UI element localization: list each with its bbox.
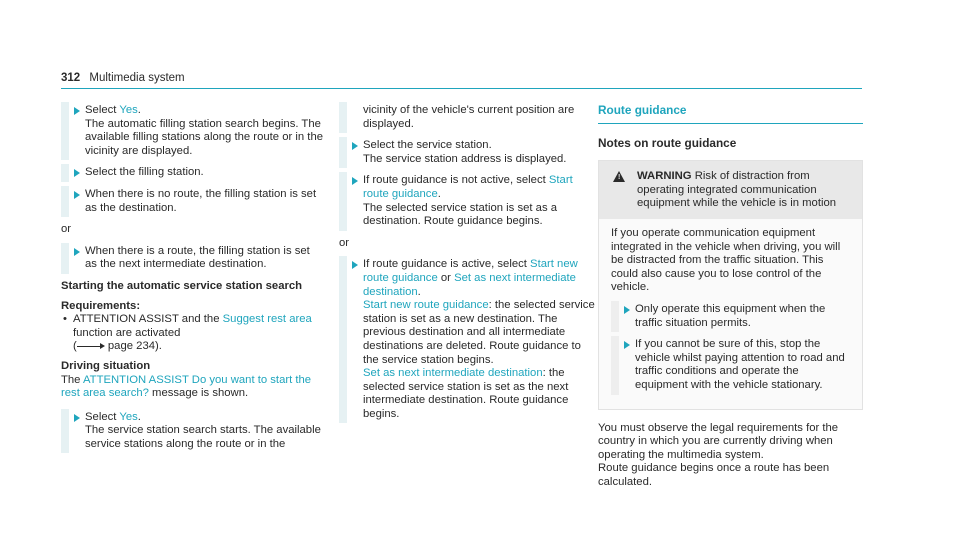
step-arrow-icon xyxy=(74,169,80,177)
suggest-rest-area-link[interactable]: Suggest rest area xyxy=(222,313,312,326)
step-arrow-icon xyxy=(74,248,80,256)
yes-link[interactable]: Yes xyxy=(119,104,138,116)
warning-step-1: Only operate this equipment when the traffic situation permits. xyxy=(611,303,850,330)
step-select-filling-station: Select the filling station. xyxy=(61,166,323,180)
warning-box xyxy=(598,160,863,409)
page-reference-arrow-icon xyxy=(77,342,105,350)
requirement-item: • ATTENTION ASSIST and the Suggest rest area function are activated ( page 234). xyxy=(61,313,323,354)
step-arrow-icon xyxy=(624,341,630,349)
subheading-service-search: Starting the automatic service station search xyxy=(61,279,303,292)
requirements-label: Requirements: xyxy=(61,299,141,312)
driving-situation-label: Driving situation xyxy=(61,359,151,372)
step-arrow-icon xyxy=(352,142,358,150)
step-select-service-station: Select the service station. The service station address is displayed. xyxy=(339,139,597,166)
section-rule xyxy=(598,123,863,124)
warning-heading: Risk of distraction from operating integrated communication equipment while the vehicle is in motion xyxy=(637,170,837,210)
page-header xyxy=(61,72,185,86)
step-arrow-icon xyxy=(74,107,80,115)
set-next-intermediate-term: Set as next intermediate destination xyxy=(363,367,543,380)
step-select-yes-service: Select Yes. The service station search starts. The available service stations along the route or in the xyxy=(61,411,323,452)
or-separator: or xyxy=(61,223,72,236)
step-continuation: vicinity of the vehicle's current position are displayed. xyxy=(339,104,597,131)
step-route-inactive: If route guidance is not active, select Start route guidance. The selected service station is set as a destination. Route guidance begins. xyxy=(339,174,597,228)
step-arrow-icon xyxy=(352,177,358,185)
route-guidance-begins-text: Route guidance begins once a route has been calculated. xyxy=(598,462,830,488)
warning-body xyxy=(599,219,862,409)
step-select-yes: Select Yes. The automatic filling station search begins. The available filling stations along the route or in the vicinity are displayed. xyxy=(61,104,323,158)
step-no-route: When there is no route, the filling station is set as the destination. xyxy=(61,188,323,215)
step-arrow-icon xyxy=(352,261,358,269)
set-next-intermediate-link[interactable]: Set as next intermediate destination xyxy=(363,271,576,298)
page-number: 312 xyxy=(61,72,81,84)
section-title: Route guidance xyxy=(598,103,687,117)
start-new-route-guidance-term: Start new route guidance xyxy=(363,299,489,312)
driving-situation-text: The ATTENTION ASSIST Do you want to start the rest area search? message is shown. xyxy=(61,373,312,400)
yes-link[interactable]: Yes xyxy=(119,410,138,423)
page-reference[interactable]: page 234). xyxy=(104,340,162,353)
step-arrow-icon xyxy=(74,414,80,422)
section-name: Multimedia system xyxy=(89,72,185,84)
start-new-route-guidance-link[interactable]: Start new route guidance xyxy=(363,258,578,284)
warning-triangle-icon: ! xyxy=(613,171,625,182)
step-text: The automatic filling station search begins. The available filling stations along the route or in the vicinity are displayed. xyxy=(85,117,324,157)
step-arrow-icon xyxy=(624,306,630,314)
step-arrow-icon xyxy=(74,191,80,199)
legal-requirements-text: You must observe the legal requirements for the country in which you are currently driving when operating the multimedia system. xyxy=(598,421,839,461)
column-2 xyxy=(339,104,597,429)
attention-assist-message: ATTENTION ASSIST Do you want to start the rest area search? xyxy=(61,373,312,400)
column-3 xyxy=(598,104,863,489)
header-rule xyxy=(61,88,862,89)
warning-header xyxy=(599,161,862,219)
warning-text: If you operate communication equipment integrated in the vehicle when driving, you will be distracted from the traffic situation. This could also cause you to lose control of the vehicle. xyxy=(611,226,841,294)
notes-title: Notes on route guidance xyxy=(598,135,737,150)
step-route-active: If route guidance is active, select Start new route guidance or Set as next intermediate destination. Start new route guidance: the selected service station is set as a new destination. The previous destination and all intermediate destinations are deleted. Route guidance to the service station begins. Set as next intermediate destination: the selected service station is set as the next intermediate destination. Route guidance begins. xyxy=(339,258,597,421)
warning-label: WARNING xyxy=(637,170,692,183)
warning-step-2: If you cannot be sure of this, stop the vehicle whilst paying attention to road and traffic conditions and operate the equipment with the vehicle stationary. xyxy=(611,338,850,392)
or-separator: or xyxy=(339,236,350,249)
start-route-guidance-link[interactable]: Start route guidance xyxy=(363,174,573,200)
column-1 xyxy=(61,104,323,459)
step-with-route: When there is a route, the filling station is set as the next intermediate destination. xyxy=(61,245,323,272)
